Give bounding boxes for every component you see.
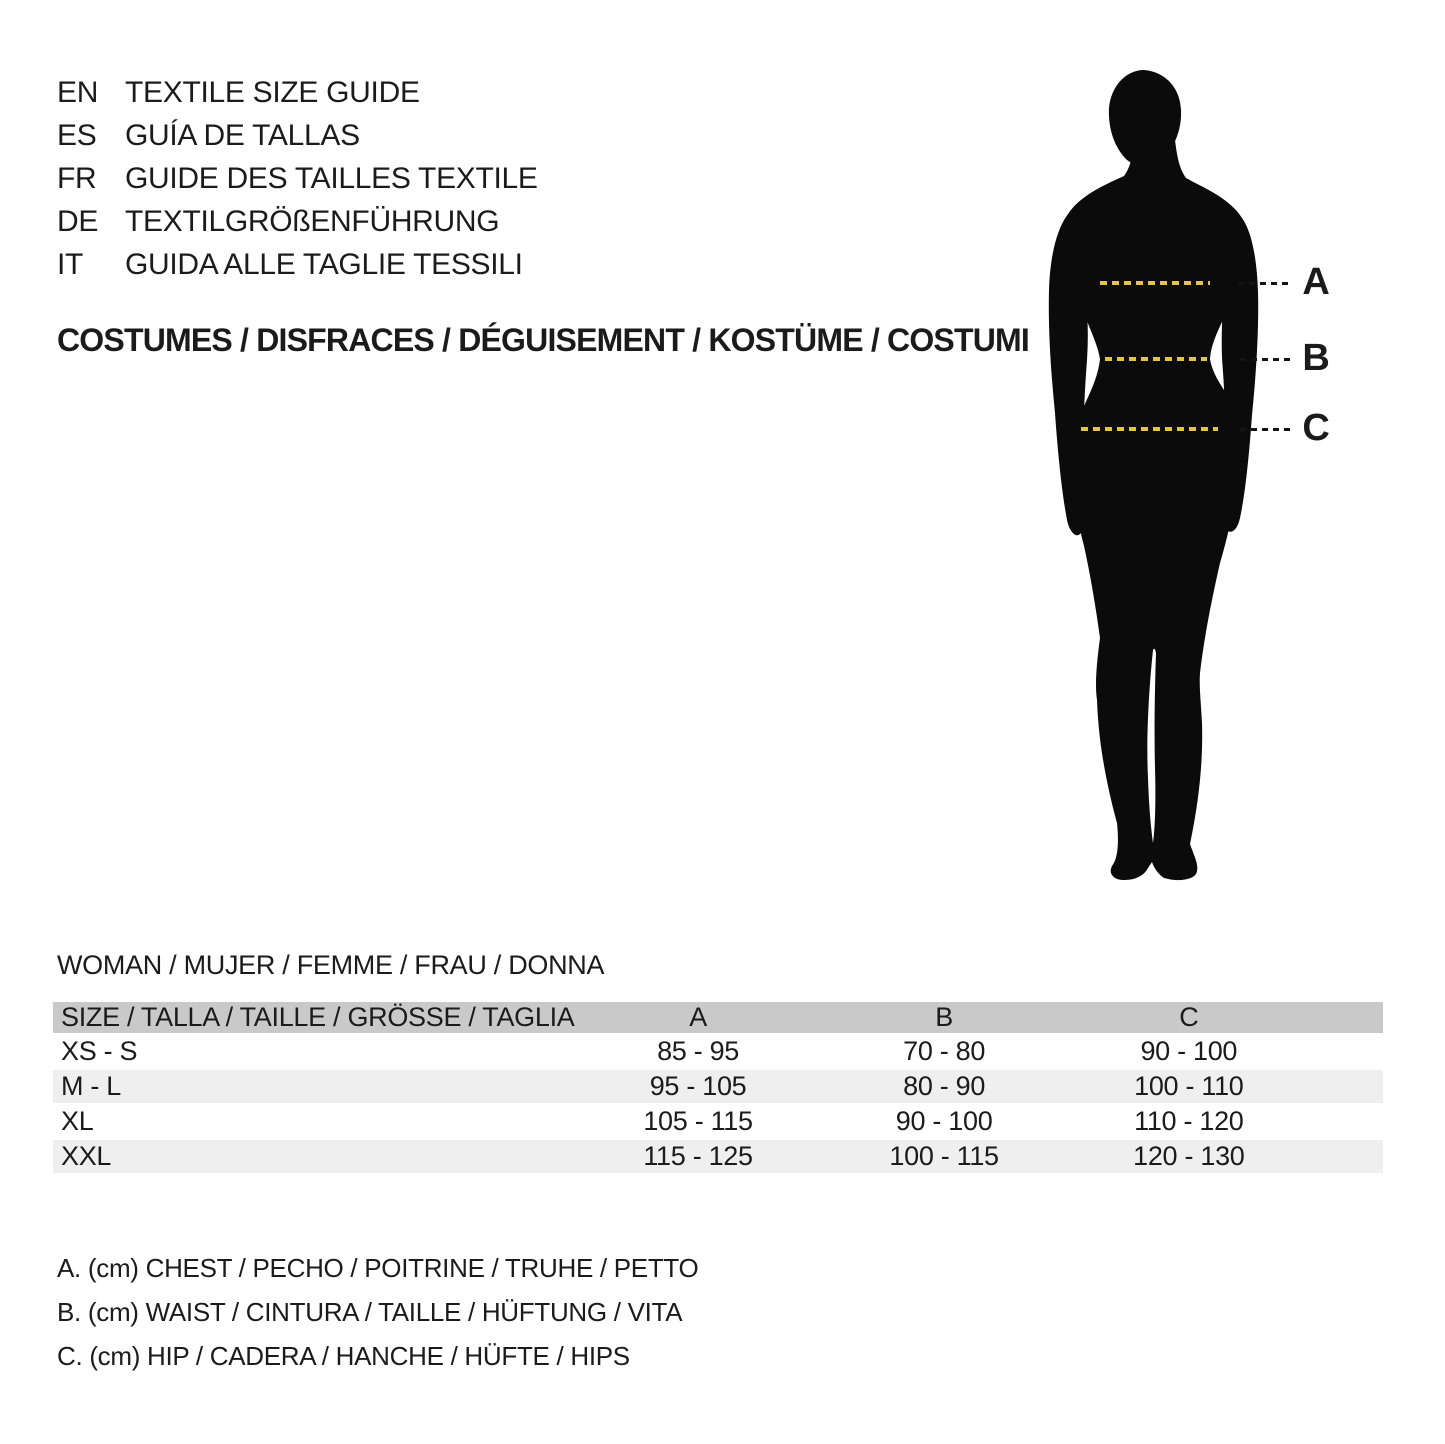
row-size-label: XL xyxy=(61,1106,94,1136)
cell-a: 105 - 115 xyxy=(643,1106,753,1136)
header-size-label: SIZE / TALLA / TAILLE / GRÖSSE / TAGLIA xyxy=(61,1002,575,1032)
language-code: DE xyxy=(57,205,99,238)
woman-silhouette-svg xyxy=(1040,68,1270,898)
table-row-xs-s xyxy=(53,1035,1383,1068)
header-col-b: B xyxy=(935,1002,953,1032)
language-list xyxy=(57,71,538,286)
size-table-header-row xyxy=(53,1002,1383,1033)
cell-a: 95 - 105 xyxy=(649,1071,747,1101)
header-col-a: A xyxy=(689,1002,707,1032)
language-row-es xyxy=(57,114,538,157)
language-label: TEXTILGRÖßENFÜHRUNG xyxy=(125,205,500,238)
language-row-de xyxy=(57,200,538,243)
cell-b: 100 - 115 xyxy=(889,1141,999,1171)
silhouette-body xyxy=(1068,138,1245,880)
legend-line-a: A. (cm) CHEST / PECHO / POITRINE / TRUHE / PETTO xyxy=(57,1253,699,1283)
category-heading: COSTUMES / DISFRACES / DÉGUISEMENT / KOSTÜME / COSTUMI xyxy=(57,322,1029,358)
measure-line-a-callout xyxy=(1238,282,1292,285)
language-code: ES xyxy=(57,119,97,152)
cell-c: 100 - 110 xyxy=(1134,1071,1244,1101)
cell-c: 110 - 120 xyxy=(1134,1106,1244,1136)
table-row-xl xyxy=(53,1105,1383,1138)
language-row-it xyxy=(57,243,538,286)
row-size-label: XS - S xyxy=(61,1036,138,1066)
language-label: TEXTILE SIZE GUIDE xyxy=(125,76,420,109)
row-size-label: M - L xyxy=(61,1071,122,1101)
cell-c: 90 - 100 xyxy=(1140,1036,1238,1066)
measure-line-c-body xyxy=(1081,427,1218,431)
size-table xyxy=(53,1002,1383,1175)
legend-line-b: B. (cm) WAIST / CINTURA / TAILLE / HÜFTUNG / VITA xyxy=(57,1297,683,1327)
language-label: GUIDA ALLE TAGLIE TESSILI xyxy=(125,248,523,281)
measure-label-a: A xyxy=(1302,261,1330,303)
header-col-c: C xyxy=(1179,1002,1199,1032)
cell-c: 120 - 130 xyxy=(1133,1141,1245,1171)
measure-label-b: B xyxy=(1302,337,1330,379)
language-code: FR xyxy=(57,162,97,195)
size-table-title: WOMAN / MUJER / FEMME / FRAU / DONNA xyxy=(57,950,605,980)
legend-line-c: C. (cm) HIP / CADERA / HANCHE / HÜFTE / HIPS xyxy=(57,1341,630,1371)
cell-a: 85 - 95 xyxy=(657,1036,740,1066)
cell-b: 80 - 90 xyxy=(903,1071,986,1101)
language-code: EN xyxy=(57,76,99,109)
cell-a: 115 - 125 xyxy=(643,1141,753,1171)
measure-line-b-callout xyxy=(1240,358,1292,361)
language-row-fr xyxy=(57,157,538,200)
row-size-label: XXL xyxy=(61,1141,112,1171)
measure-line-b-body xyxy=(1105,357,1207,361)
measure-line-a-body xyxy=(1100,281,1210,285)
table-row-xxl xyxy=(53,1140,1383,1173)
cell-b: 70 - 80 xyxy=(903,1036,986,1066)
measure-label-c: C xyxy=(1302,407,1330,449)
figure-silhouette xyxy=(1040,68,1270,898)
language-row-en xyxy=(57,71,538,114)
language-code: IT xyxy=(57,248,84,281)
cell-b: 90 - 100 xyxy=(895,1106,993,1136)
table-row-m-l xyxy=(53,1070,1383,1103)
language-label: GUIDE DES TAILLES TEXTILE xyxy=(125,162,538,195)
measurement-legend xyxy=(57,1246,698,1378)
measure-line-c-callout xyxy=(1240,428,1292,431)
language-label: GUÍA DE TALLAS xyxy=(125,119,360,152)
